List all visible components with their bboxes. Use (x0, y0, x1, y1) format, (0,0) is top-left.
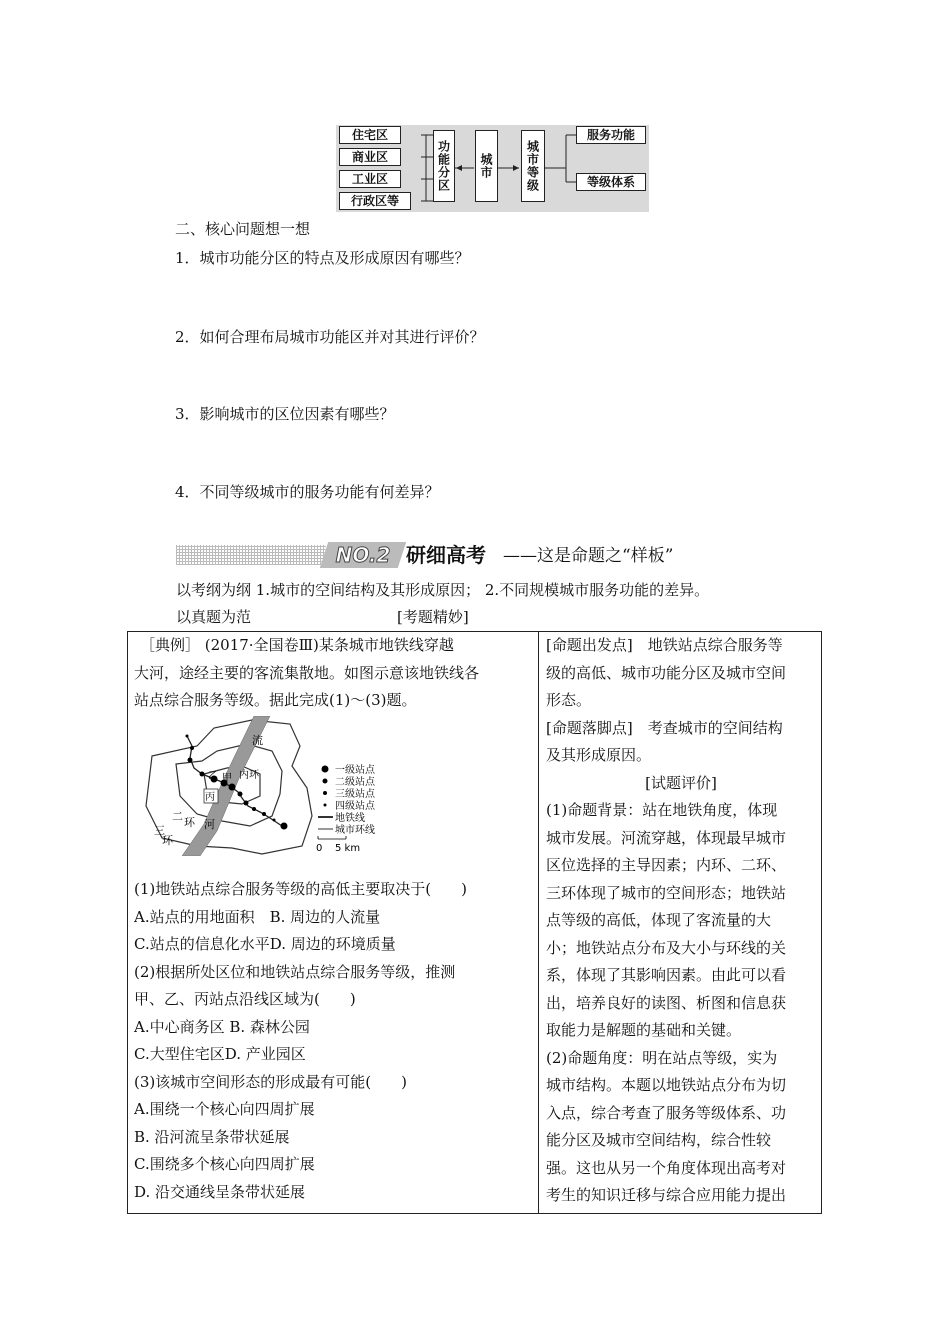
commentary-line: [命题落脚点] 考查城市的空间结构 (546, 718, 783, 737)
legend-grade-3: 三级站点 (335, 789, 375, 800)
diagram-box-administrative: 行政区等 (339, 192, 411, 210)
diagram-box-hierarchy: 等级体系 (576, 173, 646, 191)
question-1-stem: (1)地铁站点综合服务等级的高低主要取决于( ) (134, 880, 467, 898)
commentary-line: 强。这也从另一个角度体现出高考对 (546, 1158, 787, 1177)
legend-grade-1: 一级站点 (335, 765, 375, 776)
commentary-line: 能分区及城市空间结构，综合性较 (546, 1131, 772, 1149)
legend-metro-line: 地铁线 (335, 813, 365, 824)
question-3-option-c: C.围绕多个核心向四周扩展 (134, 1155, 315, 1173)
commentary-line: 小；地铁站点分布及大小与环线的关 (546, 938, 787, 957)
diagram-box-residential: 住宅区 (339, 126, 401, 144)
map-river-label-1: 流 (252, 734, 263, 747)
commentary-subheading: [试题评价] (645, 773, 717, 792)
example-intro-2: 大河，途经主要的客流集散地。如图示意该地铁线各 (134, 663, 480, 682)
table-divider (538, 632, 539, 1213)
commentary-column (546, 632, 816, 1210)
question-2-stem-2: 甲、乙、丙站点沿线区域为( ) (134, 990, 356, 1008)
banner-subtitle: ——这是命题之“样板” (503, 546, 674, 566)
example-intro-3: 站点综合服务等级。据此完成(1)～(3)题。 (134, 691, 417, 709)
commentary-line: 级的高低、城市功能分区及城市空间 (546, 663, 787, 682)
commentary-line: 系，体现了其影响因素。由此可以看 (546, 966, 787, 984)
banner-hatch (176, 545, 326, 565)
question-2-options-ab: A.中心商务区 B. 森林公园 (134, 1017, 310, 1036)
outline-label: 以真题为范 (176, 608, 252, 626)
map-second-ring-label-1: 二 (172, 810, 183, 823)
question-3-option-d: D. 沿交通线呈条带状延展 (134, 1182, 306, 1201)
concept-diagram (336, 125, 649, 212)
commentary-line: 出，培养良好的读图、析图和信息获 (546, 993, 787, 1012)
commentary-line: (1)命题背景：站在地铁角度，体现 (546, 801, 778, 819)
scale-zero: 0 (316, 843, 323, 854)
question-2-stem-1: (2)根据所处区位和地铁站点综合服务等级，推测 (134, 962, 456, 981)
legend-ring-road: 城市环线 (335, 825, 375, 836)
commentary-line: 三环体现了城市的空间形态；地铁站 (546, 883, 787, 902)
section-banner (176, 542, 776, 572)
map-third-ring-label-2: 环 (162, 834, 173, 847)
banner-title: 研细高考 (406, 543, 486, 567)
question-3-option-b: B. 沿河流呈条带状延展 (134, 1127, 290, 1146)
commentary-line: 城市结构。本题以地铁站点分布为切 (546, 1076, 787, 1094)
commentary-line: 取能力是解题的基础和关键。 (546, 1021, 742, 1039)
legend-grade-2: 二级站点 (335, 777, 375, 788)
metro-map (142, 716, 388, 856)
commentary-line: (2)命题角度：明在站点等级，实为 (546, 1048, 778, 1067)
question-3-option-a: A.围绕一个核心向四周扩展 (134, 1100, 315, 1118)
core-question-2: 2．如何合理布局城市功能区并对其进行评价？ (175, 328, 485, 346)
diagram-box-service-function: 服务功能 (576, 126, 646, 144)
legend-grade-4: 四级站点 (335, 801, 375, 812)
outline-section-tag: [考题精妙] (397, 608, 469, 626)
question-2-options-cd: C.大型住宅区D. 产业园区 (134, 1045, 306, 1063)
map-station-bing: 丙 (205, 792, 215, 803)
commentary-line: 及其形成原因。 (546, 746, 652, 764)
diagram-box-commercial: 商业区 (339, 148, 401, 166)
commentary-line: [命题出发点] 地铁站点综合服务等 (546, 636, 783, 654)
commentary-line: 城市发展。河流穿越，体现最早城市 (546, 828, 787, 847)
map-station-jia: 甲 (222, 773, 232, 784)
commentary-line: 考生的知识迁移与综合应用能力提出 (546, 1186, 787, 1204)
diagram-box-industrial: 工业区 (339, 170, 401, 188)
core-question-4: 4．不同等级城市的服务功能有何差异？ (175, 483, 440, 501)
map-station-yi: 乙 (208, 771, 218, 782)
commentary-line: 点等级的高低，体现了客流量的大 (546, 911, 772, 929)
map-river-label-2: 河 (204, 818, 215, 831)
core-heading: 二、核心问题想一想 (175, 220, 311, 238)
core-question-3: 3．影响城市的区位因素有哪些？ (175, 405, 395, 423)
diagram-box-functional-zoning: 功能分区 (433, 130, 455, 202)
outline-line: 以考纲为纲 1.城市的空间结构及其形成原因； 2.不同规模城市服务功能的差异。 (176, 581, 710, 599)
example-table (127, 631, 822, 1214)
map-inner-ring-label: 内环 (239, 770, 259, 781)
example-intro-1: ［典例］ (2017·全国卷Ⅲ)某条城市地铁线穿越 (140, 636, 454, 654)
commentary-line: 入点，综合考查了服务等级体系、功 (546, 1103, 787, 1122)
question-1-options-cd: C.站点的信息化水平D. 周边的环境质量 (134, 935, 396, 953)
commentary-line: 形态。 (546, 691, 592, 709)
diagram-box-city-grade: 城市等级 (521, 130, 545, 202)
commentary-line: 区位选择的主导因素；内环、二环、 (546, 856, 787, 874)
question-1-options-ab: A.站点的用地面积 B. 周边的人流量 (134, 907, 381, 926)
map-second-ring-label-2: 环 (184, 816, 195, 829)
question-3-stem: (3)该城市空间形态的形成最有可能( ) (134, 1072, 407, 1091)
map-third-ring-label-1: 三 (154, 824, 165, 837)
scale-five-km: 5 km (335, 843, 361, 854)
diagram-box-city: 城市 (475, 130, 498, 202)
core-question-1: 1．城市功能分区的特点及形成原因有哪些？ (175, 249, 470, 267)
banner-number-badge: NO.2 (320, 542, 406, 568)
